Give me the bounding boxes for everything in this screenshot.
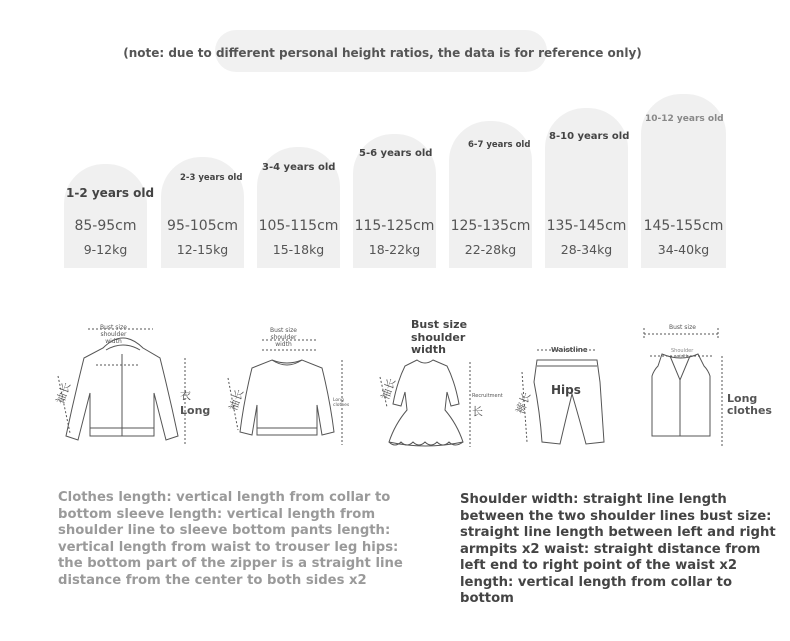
height-range: 145-155cm <box>643 218 724 234</box>
measurement-explanation-right: Shoulder width: straight line length between the two shoulder lines bust size: straight line length between left and right armpits x2 waist: straight distance from left end to right point of the waist x2 length: vertical length from collar to bottom <box>460 492 776 606</box>
weight-range: 34-40kg <box>657 242 710 257</box>
weight-range: 18-22kg <box>368 242 421 257</box>
pants-side-label: 裤长 <box>513 390 534 416</box>
pants-top-label: Waistline <box>551 346 588 354</box>
age-label: 1-2 years old <box>66 186 155 200</box>
age-label: 3-4 years old <box>262 162 336 173</box>
dress-side-label: 袖长 <box>378 376 399 402</box>
vest-right-label: Long clothes <box>727 392 772 417</box>
sweater-top-label: Bust size shoulder width <box>270 327 297 348</box>
age-label: 5-6 years old <box>359 148 433 159</box>
hoodie-side-label: 袖长 <box>53 380 74 406</box>
height-range: 95-105cm <box>167 218 238 234</box>
age-label: 10-12 years old <box>645 114 724 124</box>
vest-inner-label: Shoulder width <box>671 348 694 360</box>
vest-illustration <box>636 318 731 453</box>
sweater-right-label: Long clothes <box>333 398 350 408</box>
height-range: 85-95cm <box>74 218 137 234</box>
dress-right-label: Recruitment <box>472 393 503 399</box>
note-text: (note: due to different personal height ratios, the data is for reference only) <box>123 46 642 60</box>
weight-range: 12-15kg <box>176 242 229 257</box>
weight-range: 28-34kg <box>560 242 613 257</box>
pants-hips-label: Hips <box>551 383 581 397</box>
height-range: 115-125cm <box>354 218 435 234</box>
dress-top-label: Bust size shoulder width <box>411 318 468 356</box>
age-label: 8-10 years old <box>549 131 630 142</box>
vest-top-label: Bust size <box>669 324 696 331</box>
weight-range: 22-28kg <box>464 242 517 257</box>
hoodie-top-label: Bust size shoulder width <box>100 324 127 345</box>
age-label: 2-3 years old <box>180 173 243 183</box>
measurement-explanation-left: Clothes length: vertical length from collar to bottom sleeve length: vertical length from shoulder line to sleeve bottom pants length: vertical length from waist to trouser leg hips: the bottom part of the zipper is a straight line distance from the center to both sides x2 <box>58 490 403 588</box>
height-range: 125-135cm <box>450 218 531 234</box>
height-range: 105-115cm <box>258 218 339 234</box>
weight-range: 9-12kg <box>83 242 128 257</box>
hoodie-right-label: Long <box>180 404 211 417</box>
height-range: 135-145cm <box>546 218 627 234</box>
weight-range: 15-18kg <box>272 242 325 257</box>
hoodie-right-label-cn: 衣 <box>180 389 191 402</box>
dress-right-label-cn: 长 <box>472 405 483 418</box>
age-label: 6-7 years old <box>468 140 531 150</box>
sweater-side-label: 袖长 <box>226 387 247 413</box>
